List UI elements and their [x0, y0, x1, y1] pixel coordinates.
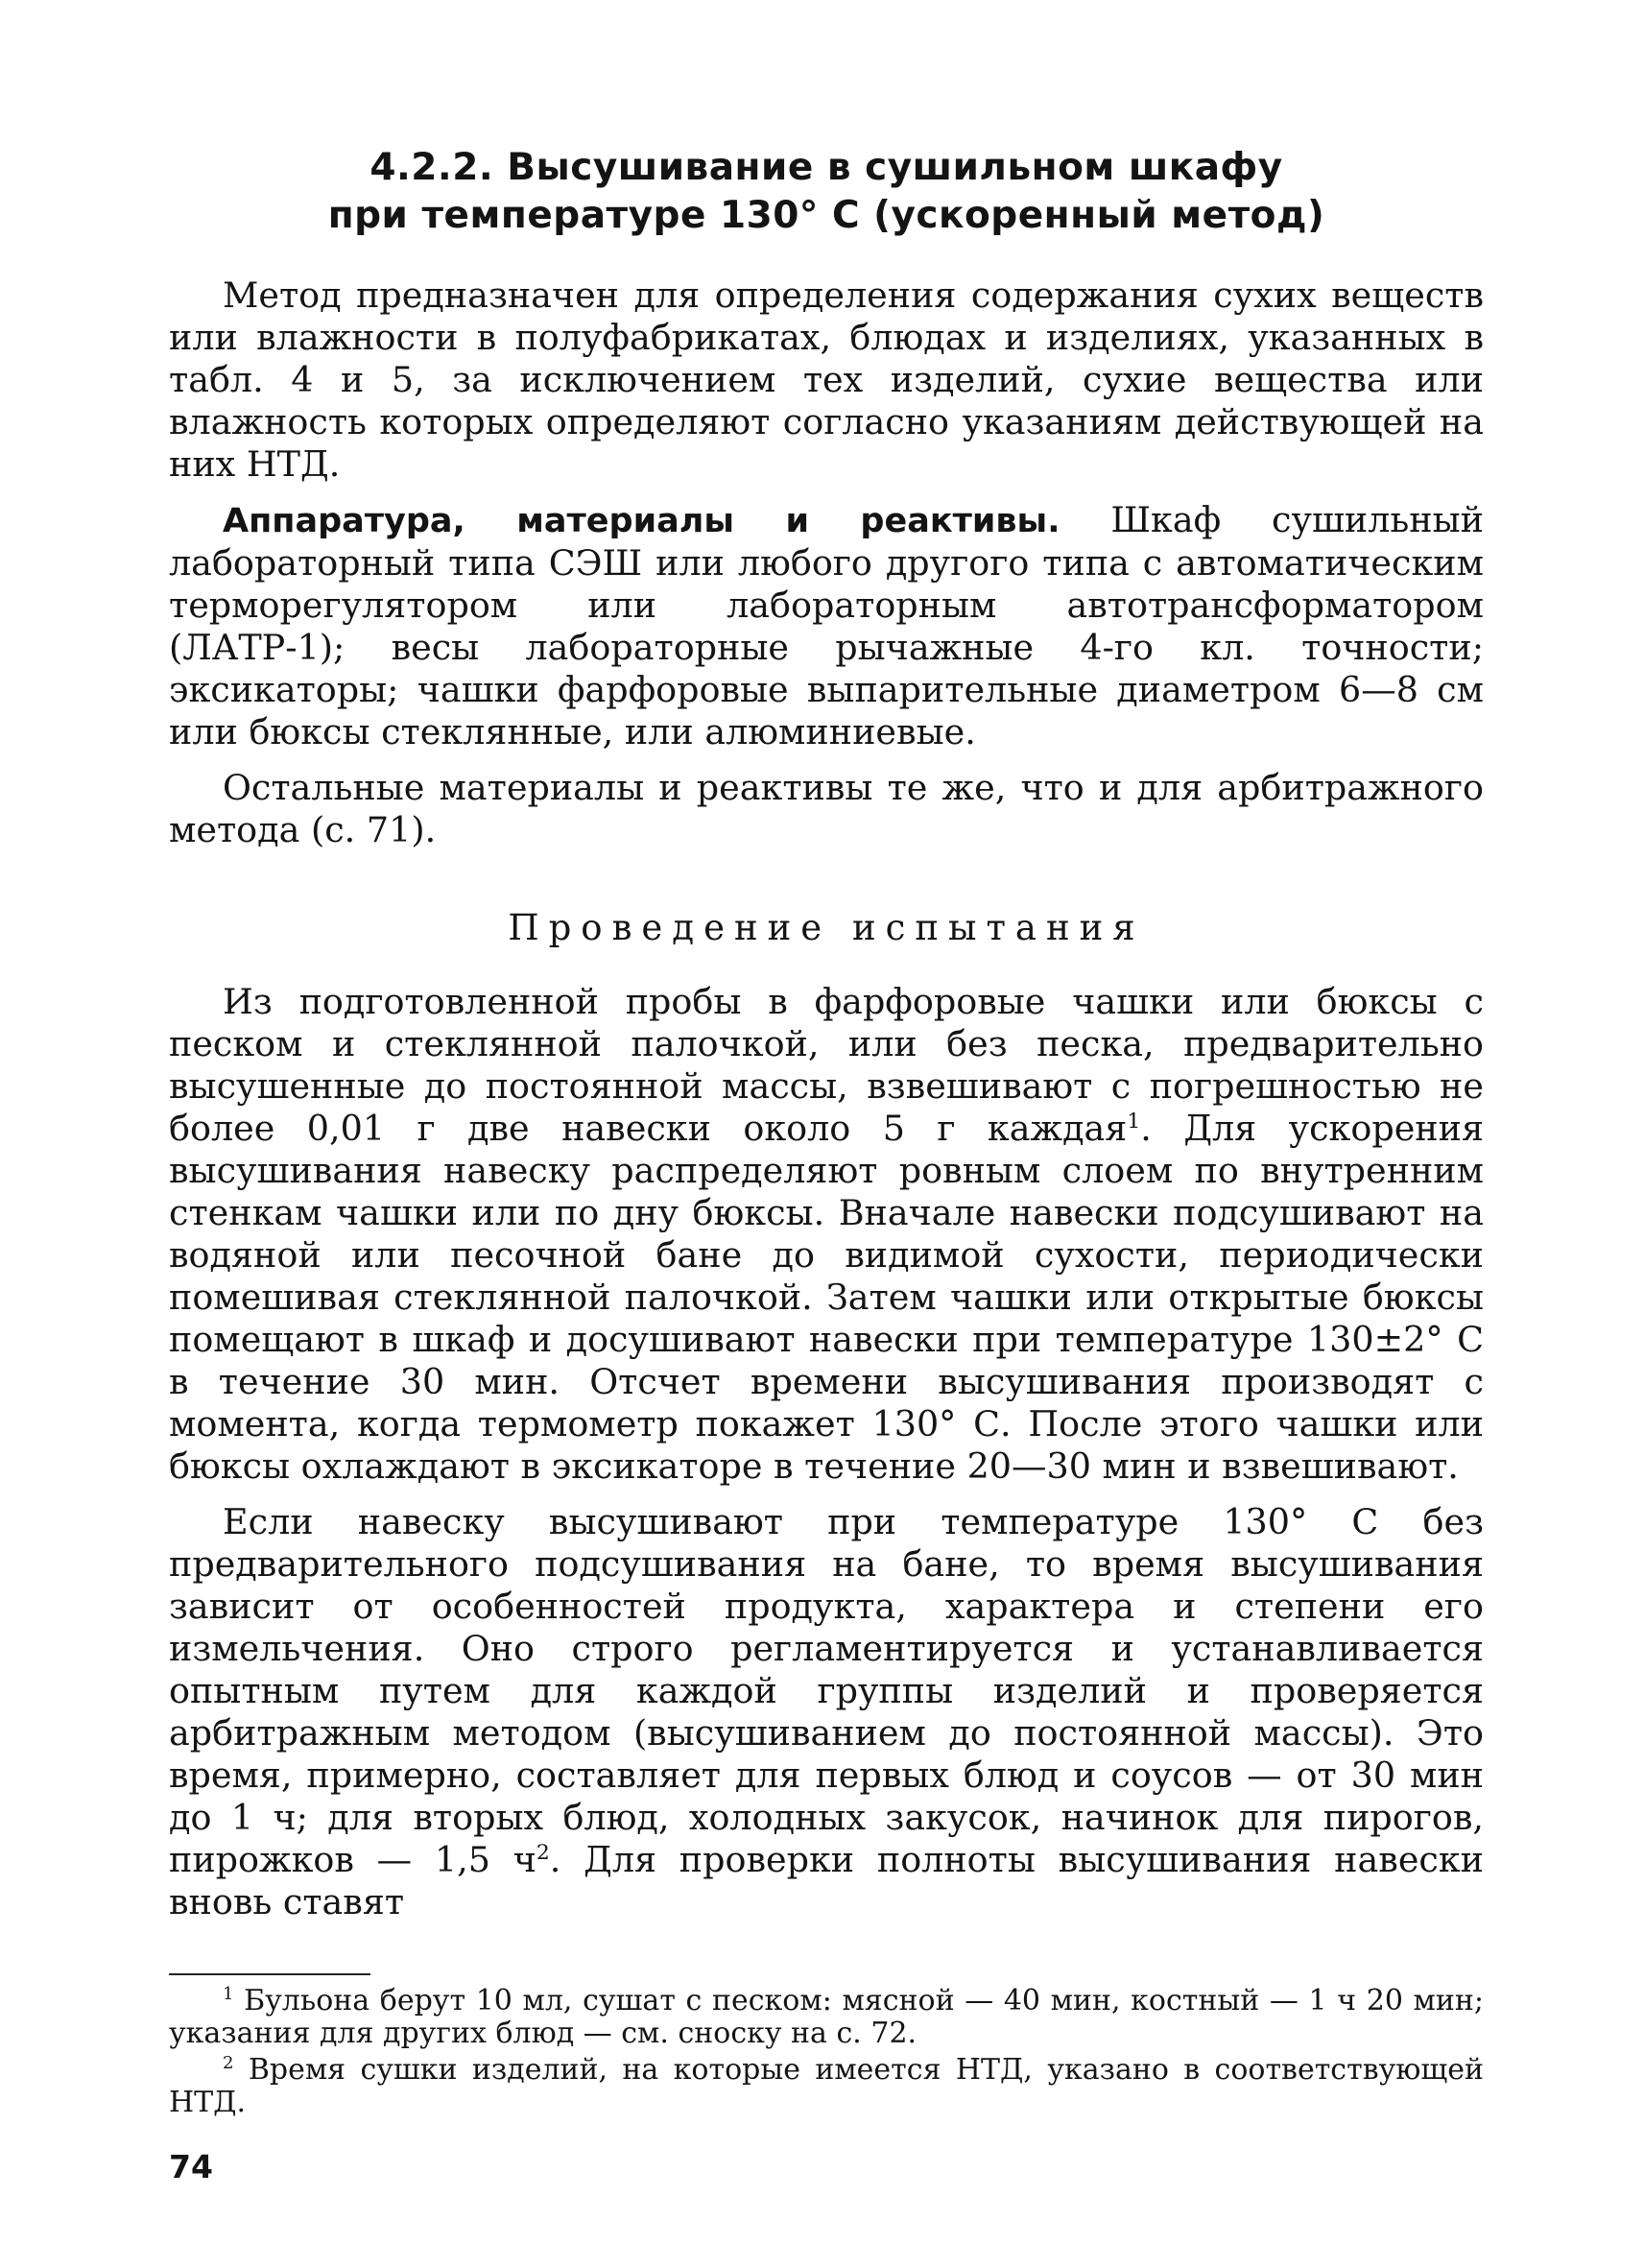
- footnote-divider: [169, 1973, 370, 1975]
- footnote-2: [169, 2054, 1484, 2119]
- footnote-2-text: Время сушки изделий, на которые имеется НТД, указано в соответствующей НТД.: [169, 2053, 1484, 2119]
- procedure-p2-text-b: . Для проверки полноты высушивания навески вновь ставят: [169, 1839, 1484, 1922]
- procedure-p1-text-a: Из подготовленной пробы в фарфоровые чашки или бюксы с песком и стеклянной палочкой, или без песка, предварительно высушенные до постоянной массы, взвешивают с погрешностью не более 0,01 г две навески около 5 г каждая: [169, 981, 1484, 1149]
- procedure-p1-text-b: . Для ускорения высушивания навеску распределяют ровным слоем по внутренним стенкам чашки или по дну бюксы. Вначале навески подсушивают на водяной или песочной бане до видимой сухости, периодически помешивая стеклянной палочкой. Затем чашки или открытые бюксы помещают в шкаф и досушивают навески при температуре 130±2° С в течение 30 мин. Отсчет времени высушивания производят с момента, когда термометр покажет 130° С. После этого чашки или бюксы охлаждают в эксикаторе в течение 20—30 мин и взвешивают.: [169, 1108, 1484, 1487]
- footnote-ref-1: 1: [1127, 1109, 1141, 1134]
- procedure-heading: Проведение испытания: [508, 907, 1145, 948]
- section-title-line-2: при температуре 130° С (ускоренный метод): [327, 194, 1325, 237]
- document-page: [169, 144, 1484, 2217]
- footnote-1-marker: 1: [223, 1984, 234, 2004]
- footnote-ref-2: 2: [536, 1840, 550, 1865]
- footnote-1-text: Бульона берут 10 мл, сушат с песком: мясной — 40 мин, костный — 1 ч 20 мин; указания для других блюд — см. сноску на с. 72.: [169, 1984, 1484, 2050]
- page-number: 74: [169, 2148, 213, 2185]
- footnote-2-marker: 2: [223, 2053, 234, 2073]
- intro-paragraph: Метод предназначен для определения содержания сухих веществ или влажности в полуфабрикатах, блюдах и изделиях, указанных в табл. 4 и 5, за исключением тех изделий, сухие вещества или влажность которых определяют согласно указаниям действующей на них НТД.: [169, 275, 1484, 485]
- section-title-line-1: 4.2.2. Высушивание в сушильном шкафу: [369, 146, 1283, 189]
- footnote-1: [169, 1985, 1484, 2050]
- section-title: [169, 144, 1484, 240]
- procedure-paragraph-1: [169, 981, 1484, 1488]
- procedure-paragraph-2: [169, 1501, 1484, 1923]
- apparatus-text: Шкаф сушильный лабораторный типа СЭШ или любого другого типа с автоматическим терморегулятором или лабораторным автотрансформатором (ЛАТР-1); весы лабораторные рычажные 4-го кл. точности; эксикаторы; чашки фарфоровые выпарительные диаметром 6—8 см или бюксы стеклянные, или алюминиевые.: [169, 499, 1484, 752]
- apparatus-paragraph: [169, 499, 1484, 753]
- apparatus-lead: Аппаратура, материалы и реактивы.: [223, 502, 1060, 540]
- materials-note-paragraph: Остальные материалы и реактивы те же, что и для арбитражного метода (с. 71).: [169, 767, 1484, 850]
- procedure-p2-text-a: Если навеску высушивают при температуре 130° С без предварительного подсушивания на бане, то время высушивания зависит от особенностей продукта, характера и степени его измельчения. Оно строго регламентируется и устанавливается опытным путем для каждой группы изделий и проверяется арбитражным методом (высушиванием до постоянной массы). Это время, примерно, составляет для первых блюд и соусов — от 30 мин до 1 ч; для вторых блюд, холодных закусок, начинок для пирогов, пирожков — 1,5 ч: [169, 1501, 1484, 1880]
